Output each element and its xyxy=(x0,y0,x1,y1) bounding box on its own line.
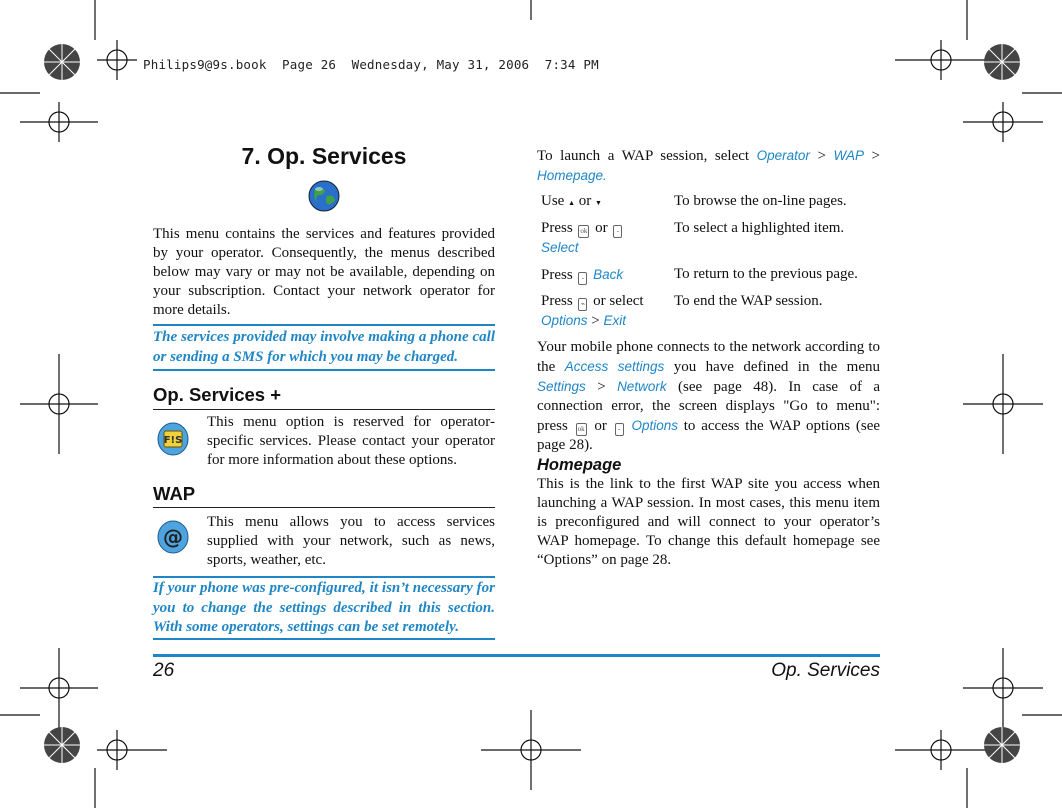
menu-homepage: Homepage. xyxy=(537,168,607,183)
globe-icon xyxy=(307,179,341,213)
wap-text: This menu allows you to access services supplied with your network, such as news, sports, weather, etc. xyxy=(207,514,495,568)
softkey-icon: - xyxy=(578,272,587,285)
table-row: Press ok or - Select To select a highlighted item. xyxy=(541,220,845,255)
ok-key-icon: ok xyxy=(578,225,589,238)
softkey-icon: - xyxy=(613,225,622,238)
note-charges: The services provided may involve making a phone call or sending a SMS for which you may be charged. xyxy=(153,329,495,365)
end-key-icon: ⌁ xyxy=(578,298,587,311)
page-number: 26 xyxy=(153,660,175,681)
table-row: Use ▲ or ▼ To browse the on-line pages. xyxy=(541,193,847,209)
wap-at-icon xyxy=(157,520,189,554)
footer-rule xyxy=(153,654,880,657)
note-preconfigured: If your phone was pre-configured, it isn’t necessary for you to change the settings described in this section. With some operators, settings can be set remotely. xyxy=(153,580,495,635)
svg-text:F!S: F!S xyxy=(163,435,183,446)
up-arrow-icon: ▲ xyxy=(568,199,576,207)
wap-keys-table xyxy=(541,192,881,338)
section-rule xyxy=(153,507,495,508)
svg-text:@: @ xyxy=(163,525,183,549)
print-header: Philips9@9s.book Page 26 Wednesday, May 31, 2006 7:34 PM xyxy=(143,57,599,72)
op-services-text: This menu option is reserved for operator-specific services. Please contact your operator for more information about these options. xyxy=(207,414,495,468)
note2-rule-top xyxy=(153,576,495,578)
ok-key-icon: ok xyxy=(576,423,587,436)
down-arrow-icon: ▼ xyxy=(595,199,602,207)
menu-operator: Operator xyxy=(756,148,810,163)
op-services-icon xyxy=(157,422,189,456)
homepage-text: This is the link to the first WAP site you access when launching a WAP session. In most cases, this menu item is preconfigured and will connect to your operator’s WAP homepage. To change this default homepage see “Options” on page 28. xyxy=(537,476,880,568)
op-services-heading: Op. Services + xyxy=(153,384,282,405)
note-rule-top xyxy=(153,324,495,326)
section-rule xyxy=(153,409,495,410)
note2-rule-bottom xyxy=(153,638,495,640)
table-row: Press - Back To return to the previous page. xyxy=(541,266,858,283)
wap-heading: WAP xyxy=(153,483,196,504)
note-rule-bottom xyxy=(153,369,495,371)
footer-section: Op. Services xyxy=(771,660,880,681)
table-row: Press ⌁ or select Options > Exit To end the WAP session. xyxy=(541,293,823,329)
intro-text: This menu contains the services and features provided by your operator. Consequently, the menus described below may vary or may not be available, depending on your subscription. Contact your network operator for more details. xyxy=(153,226,495,318)
homepage-heading: Homepage xyxy=(537,456,622,474)
connect-text: Your mobile phone connects to the network according to the Access settings you have defined in the menu Settings > Network (see page 48). In case of a connection error, the screen displays "Go to menu": press ok or - Options to access the WAP options (see page 28). xyxy=(537,339,881,453)
softkey-icon: - xyxy=(615,423,624,436)
launch-instruction: To launch a WAP session, select Operator > WAP > Homepage. xyxy=(537,148,880,183)
chapter-title: 7. Op. Services xyxy=(241,143,407,169)
menu-wap: WAP xyxy=(833,148,864,163)
